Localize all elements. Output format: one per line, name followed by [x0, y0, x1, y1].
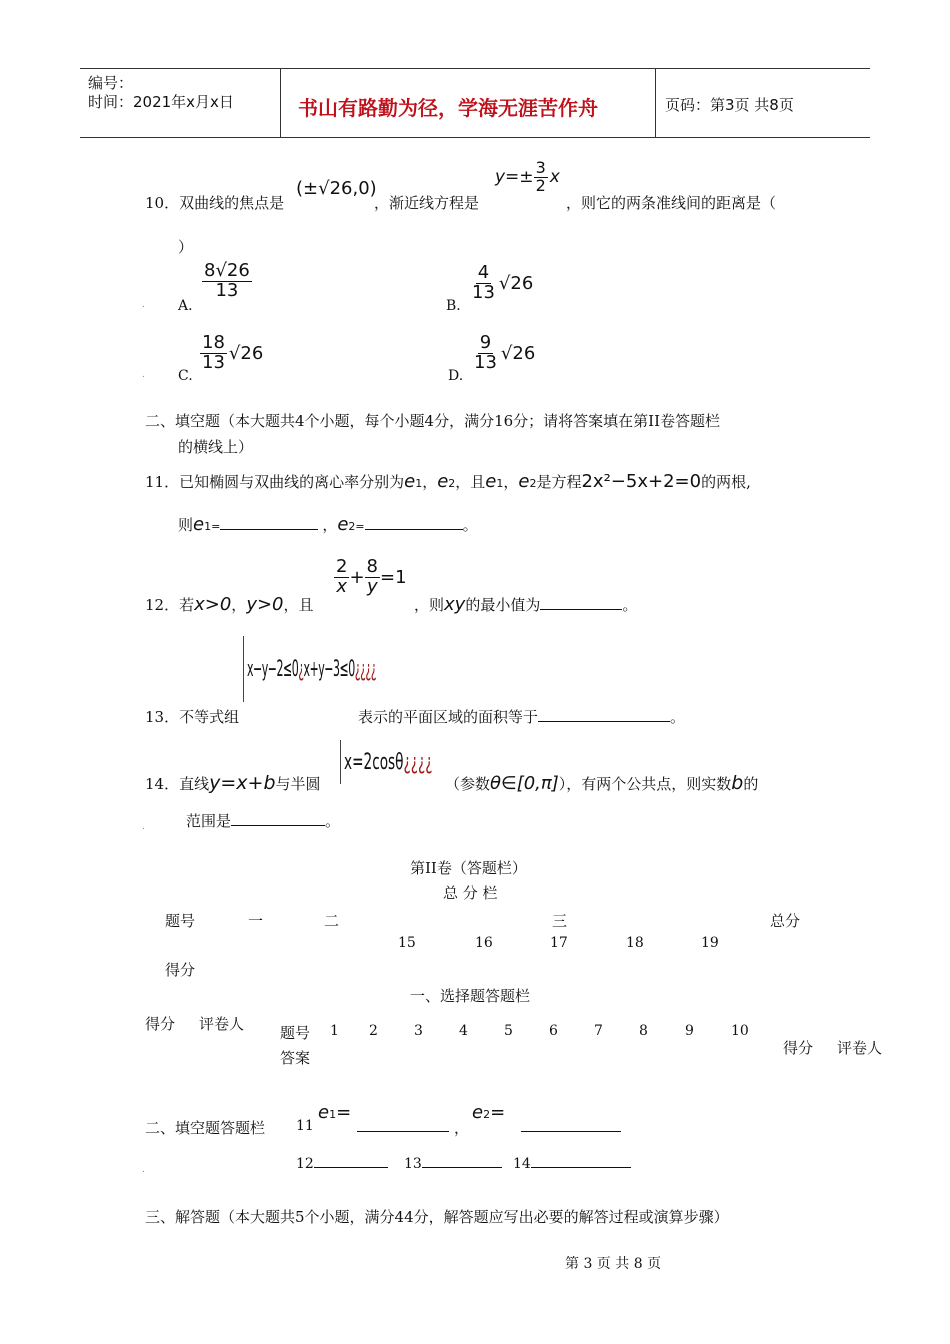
choice-number: 2 — [369, 1023, 378, 1039]
product-xy: xy — [444, 594, 466, 615]
choice-row-label: 题号 — [280, 1024, 311, 1042]
fraction-numerator: 3 — [535, 158, 546, 177]
subscript: 1 — [496, 477, 504, 490]
question-text: 若 — [179, 596, 195, 614]
fraction-numerator: 18 — [202, 332, 225, 353]
grader-label: 评卷人 — [199, 1015, 245, 1033]
fill-answer-title: 二、填空题答题栏 — [145, 1119, 266, 1137]
question-text: ，且 — [455, 473, 486, 491]
semicircle-equation-text: x=2cosθ¿¿¿¿ — [344, 749, 433, 775]
equals-sign: = — [211, 520, 221, 533]
score-table-subnumber: 15 — [398, 935, 416, 951]
question-text: 范围是 — [186, 812, 232, 830]
separator: ， — [322, 516, 338, 534]
choice-number: 6 — [549, 1023, 558, 1039]
subscript: 1 — [415, 477, 423, 490]
equals-sign: = — [355, 520, 365, 533]
header-divider — [655, 69, 656, 137]
question-text: 的两根, — [701, 473, 751, 491]
fill-answer-number: 14 — [513, 1156, 531, 1172]
asymptote-lhs: y=± — [495, 167, 534, 188]
question-12 — [145, 594, 314, 615]
question-text: 已知椭圆与双曲线的离心率分别为 — [179, 473, 405, 491]
fraction-denominator: 2 — [535, 175, 546, 195]
answer-blank-e1[interactable] — [220, 529, 318, 530]
answer-blank-12[interactable] — [540, 609, 622, 610]
question-text: 则 — [178, 516, 194, 534]
fill-answer-number: 13 — [404, 1156, 422, 1172]
fraction-denominator: 13 — [474, 351, 497, 373]
score-table-header: 题号 — [165, 912, 196, 930]
fraction-denominator: x — [336, 575, 348, 597]
choice-number: 7 — [594, 1023, 603, 1039]
question-text: ，且 — [283, 596, 314, 614]
fraction-denominator: 13 — [215, 279, 239, 301]
page-footer: 第 3 页 共 8 页 — [565, 1256, 662, 1272]
e-symbol: e — [337, 514, 349, 535]
score-table-header: 总分 — [770, 912, 801, 930]
question-11-answer-line — [178, 514, 478, 535]
period: 。 — [325, 812, 341, 830]
question-text: ，则它的两条准线间的距离是（ — [566, 194, 777, 212]
fill-answer-14 — [513, 1156, 631, 1172]
fill-answer-13 — [404, 1156, 502, 1172]
margin-mark: . — [142, 370, 145, 380]
fraction-denominator: 13 — [472, 281, 495, 303]
fraction-numerator: 8√26 — [204, 260, 250, 281]
inequality-system-text: x−y−2≤0¿x+y−3≤0¿¿¿¿ — [247, 656, 377, 682]
asymptote-variable: x — [549, 167, 560, 188]
answer-blank-fill-13[interactable] — [422, 1167, 502, 1168]
e-symbol: e — [437, 471, 449, 492]
question-text: ） — [178, 238, 194, 256]
equals-one: =1 — [380, 566, 407, 588]
question-14-tail — [445, 772, 758, 794]
answer-blank-fill-e1[interactable] — [357, 1130, 449, 1132]
score-table-header: 二 — [324, 912, 340, 930]
choice-number: 9 — [685, 1023, 694, 1039]
serial-label: 编号： — [88, 74, 134, 92]
asymptote-equation — [495, 160, 560, 195]
separator: ， — [422, 473, 438, 491]
option-radical: √26 — [500, 342, 536, 364]
score-label: 得分 — [783, 1039, 814, 1057]
margin-mark: . — [142, 300, 145, 310]
grader-label: 评卷人 — [837, 1039, 883, 1057]
fill-answer-12 — [296, 1156, 388, 1172]
parameter-range: θ∈[0,π] — [490, 773, 559, 794]
subscript: 2 — [348, 520, 356, 533]
question-text: ，渐近线方程是 — [374, 194, 480, 212]
score-table-header: 一 — [248, 912, 264, 930]
fraction-denominator: 13 — [202, 351, 225, 373]
answer-blank-e2[interactable] — [365, 529, 463, 530]
subscript: 1 — [204, 520, 212, 533]
section-2-heading: 二、填空题（本大题共4个小题，每个小题4分，满分16分；请将答案填在第II卷答题栏 — [145, 412, 721, 430]
option-c-value — [200, 334, 263, 373]
score-table-subnumber: 18 — [626, 935, 644, 951]
answer-blank-14[interactable] — [231, 825, 325, 826]
option-label: D. — [448, 368, 464, 384]
question-number: 12． — [145, 596, 180, 614]
e-symbol: e — [485, 471, 497, 492]
question-11 — [145, 471, 751, 492]
question-text: ），有两个公共点，则实数 — [558, 775, 732, 793]
question-text: （参数 — [445, 775, 491, 793]
fill-answer-number: 12 — [296, 1156, 314, 1172]
fraction-numerator: 9 — [479, 332, 492, 353]
margin-mark: . — [142, 1165, 145, 1175]
choice-number: 3 — [414, 1023, 423, 1039]
subscript: 2 — [483, 1108, 491, 1121]
asymptote-fraction — [534, 160, 548, 195]
question-13 — [145, 706, 239, 727]
score-summary-title: 总 分 栏 — [443, 884, 498, 902]
question-number: 13． — [145, 708, 180, 726]
period: 。 — [670, 708, 686, 726]
equals-sign: = — [490, 1102, 506, 1123]
option-label: A. — [178, 298, 193, 314]
e-symbol: e — [518, 471, 530, 492]
section-2-heading-cont: 的横线上） — [178, 438, 254, 456]
fill-answer-11 — [318, 1102, 351, 1123]
answer-blank-fill-e2[interactable] — [521, 1130, 621, 1132]
e-symbol: e — [193, 514, 205, 535]
fraction-denominator: y — [366, 575, 378, 597]
part-2-title: 第II卷（答题栏） — [410, 859, 527, 877]
header-motto: 书山有路勤为径，学海无涯苦作舟 — [298, 96, 598, 120]
separator: ， — [503, 473, 519, 491]
e-symbol: e — [404, 471, 416, 492]
header-divider — [280, 69, 281, 137]
question-10 — [145, 192, 284, 213]
e-symbol: e — [318, 1102, 330, 1123]
e-symbol: e — [472, 1102, 484, 1123]
header-page-info: 页码：第3页 共8页 — [665, 96, 794, 114]
score-table-subnumber: 19 — [701, 935, 719, 951]
question-text: 不等式组 — [179, 708, 240, 726]
subscript: 2 — [448, 477, 456, 490]
option-label: B. — [446, 298, 461, 314]
period: 。 — [622, 596, 638, 614]
option-b-value — [470, 264, 533, 303]
option-label: C. — [178, 368, 193, 384]
question-12-tail — [414, 594, 637, 615]
choice-number: 10 — [731, 1023, 749, 1039]
period: 。 — [462, 516, 478, 534]
score-table-header: 三 — [552, 912, 568, 930]
question-number: 11． — [145, 473, 180, 491]
option-radical: √26 — [498, 272, 534, 294]
question-text: 双曲线的焦点是 — [179, 194, 285, 212]
fraction-numerator: 2 — [336, 556, 348, 577]
score-table-row-label: 得分 — [165, 961, 196, 979]
score-label: 得分 — [145, 1015, 176, 1033]
question-text: 直线 — [179, 775, 210, 793]
question-text: ，则 — [414, 596, 445, 614]
answer-blank-13[interactable] — [538, 721, 670, 722]
plus-sign: + — [349, 566, 365, 588]
condition-x: x>0 — [194, 594, 232, 615]
separator: ， — [454, 1119, 470, 1137]
choice-answer-title: 一、选择题答题栏 — [410, 987, 531, 1005]
margin-mark: . — [142, 822, 145, 832]
score-table-subnumber: 17 — [550, 935, 568, 951]
question-number: 14． — [145, 775, 180, 793]
section-3-heading: 三、解答题（本大题共5个小题，满分44分，解答题应写出必要的解答过程或演算步骤） — [145, 1208, 729, 1226]
quadratic-equation: 2x²−5x+2=0 — [581, 471, 702, 492]
separator: ， — [231, 596, 247, 614]
answer-blank-fill-12[interactable] — [314, 1167, 388, 1168]
inequality-system — [243, 636, 505, 702]
condition-y: y>0 — [246, 594, 284, 615]
question-number: 10． — [145, 194, 180, 212]
answer-blank-fill-14[interactable] — [531, 1167, 631, 1168]
choice-number: 8 — [639, 1023, 648, 1039]
choice-number: 1 — [330, 1023, 339, 1039]
fill-answer-11-e2 — [472, 1102, 505, 1123]
choice-number: 4 — [459, 1023, 468, 1039]
option-d-value — [472, 334, 535, 373]
fraction-numerator: 4 — [477, 262, 490, 283]
subscript: 2 — [529, 477, 537, 490]
fill-answer-number: 11 — [296, 1118, 314, 1134]
question-text: 的最小值为 — [465, 596, 541, 614]
constraint-equation — [334, 558, 407, 597]
question-text: 的 — [743, 775, 759, 793]
answer-row-label: 答案 — [280, 1049, 311, 1067]
question-14 — [145, 772, 321, 794]
question-text: 与半圆 — [275, 775, 321, 793]
subscript: 1 — [329, 1108, 337, 1121]
score-table-subnumber: 16 — [475, 935, 493, 951]
question-text: 表示的平面区域的面积等于 — [358, 708, 539, 726]
option-radical: √26 — [228, 342, 264, 364]
option-a-value — [202, 262, 252, 301]
equals-sign: = — [336, 1102, 352, 1123]
question-13-tail — [358, 706, 685, 727]
choice-number: 5 — [504, 1023, 513, 1039]
date-label: 时间：2021年x月x日 — [88, 93, 234, 111]
question-text: 是方程 — [536, 473, 582, 491]
variable-b: b — [731, 772, 744, 794]
line-equation: y=x+b — [209, 772, 276, 794]
question-14-answer-line — [186, 810, 340, 831]
focus-coordinates: (±√26,0) — [296, 178, 377, 199]
fraction-numerator: 8 — [366, 556, 378, 577]
